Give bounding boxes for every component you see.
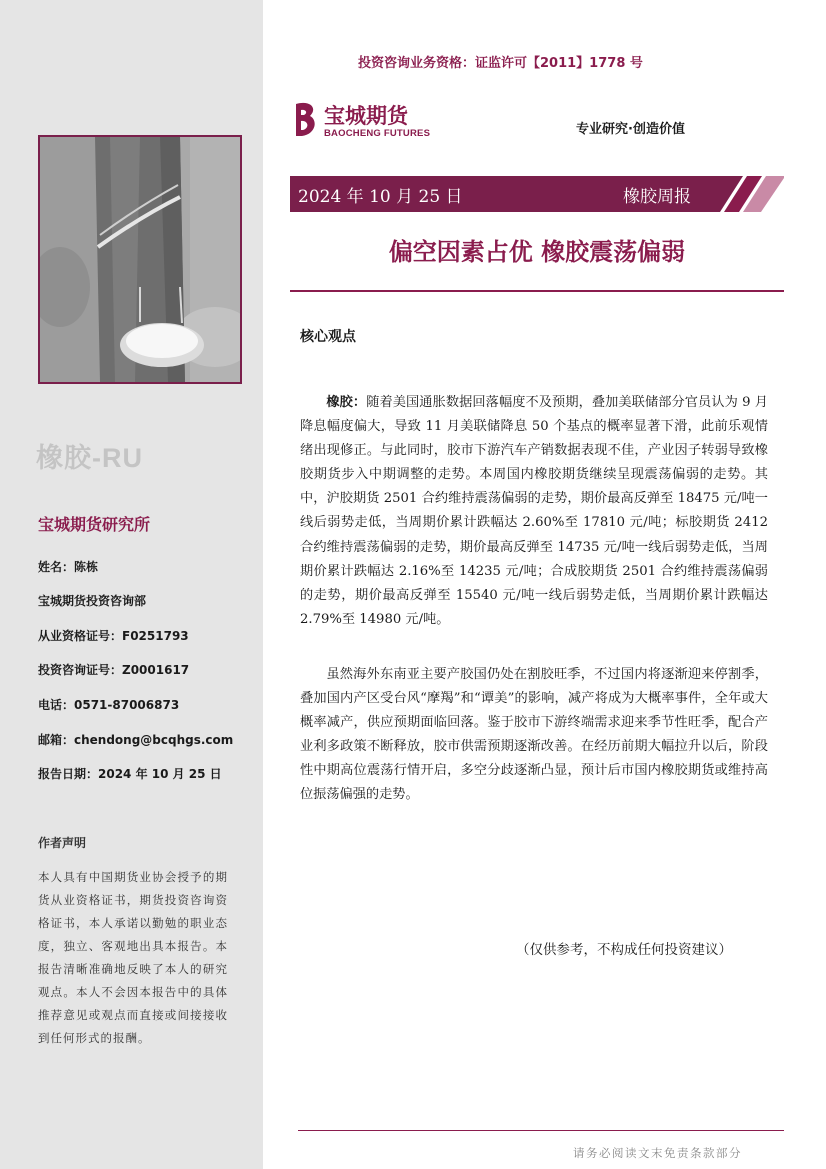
sidebar (0, 0, 263, 1169)
banner-report-type: 橡胶周报 (623, 187, 691, 207)
declaration-title: 作者声明 (38, 836, 87, 850)
declaration-text: 本人具有中国期货业协会授予的期货从业资格证书，期货投资咨询资格证书，本人承诺以勤勉的职业态度，独立、客观地出具本报告。本报告清晰准确地反映了本人的研究观点。本人不会因本报告中的具体推荐意见或观点而直接或间接接收到任何形式的报酬。 (38, 870, 228, 1045)
title-divider (290, 290, 784, 292)
report-date: 报告日期：2024 年 10 月 25 日 (38, 767, 222, 781)
consulting-number: 投资咨询证号：Z0001617 (38, 663, 190, 677)
license-statement: 投资咨询业务资格：证监许可【2011】1778 号 (358, 56, 643, 71)
qualification-number: 从业资格证号：F0251793 (38, 629, 189, 643)
page-title: 偏空因素占优 橡胶震荡偏弱 (388, 238, 686, 266)
department: 宝城期货投资咨询部 (38, 594, 147, 608)
company-logo (290, 100, 440, 144)
phone: 电话：0571-87006873 (38, 698, 180, 712)
email[interactable]: 邮箱：chendong@bcqhgs.com (38, 733, 234, 747)
institute-name: 宝城期货研究所 (38, 515, 151, 534)
banner-date: 2024 年 10 月 25 日 (298, 187, 463, 207)
footer-note: 请务必阅读文末免责条款部分 (573, 1146, 742, 1160)
product-code: 橡胶-RU (36, 443, 143, 473)
logo-chinese: 宝城期货 (324, 104, 408, 128)
slogan: 专业研究·创造价值 (576, 122, 685, 137)
logo-english: BAOCHENG FUTURES (324, 128, 431, 139)
rubber-tree-photo (38, 135, 242, 384)
section-title: 核心观点 (300, 329, 356, 345)
report-banner (290, 176, 784, 212)
footer-divider (298, 1130, 784, 1131)
disclaimer: （仅供参考，不构成任何投资建议） (516, 942, 732, 958)
analysis-paragraph-2 (300, 663, 768, 808)
author-name: 姓名：陈栋 (38, 560, 99, 574)
baocheng-logo-icon (290, 100, 320, 140)
analysis-paragraph-1 (300, 391, 768, 632)
paragraph-lead: 橡胶： (326, 395, 367, 410)
paragraph-2-text: 虽然海外东南亚主要产胶国仍处在割胶旺季，不过国内将逐渐迎来停割季，叠加国内产区受台风“摩羯”和“谭美”的影响，减产将成为大概率事件，全年或大概率减产，供应预期面临回落。鉴于胶市下游终端需求迎来季节性旺季，配合产业利多政策不断释放，胶市供需预期逐渐改善。在经历前期大幅拉升以后，阶段性中期高位震荡行情开启，多空分歧逐渐凸显，预计后市国内橡胶期货或维持高位振荡偏强的走势。 (300, 667, 768, 803)
paragraph-1-text: 随着美国通胀数据回落幅度不及预期，叠加美联储部分官员认为 9 月降息幅度偏大，导致 11 月美联储降息 50 个基点的概率显著下滑，此前乐观情绪出现修正。与此同时，胶市下游汽车产销数据表现不佳，产业因子转弱导致橡胶期货步入中期调整的走势。本周国内橡胶期货继续呈现震荡偏弱的走势。其中，沪胶期货 2501 合约维持震荡偏弱的走势，期价最高反弹至 18475 元/吨一线后弱势走低，当周期价累计跌幅达 2.60%至 17810 元/吨；标胶期货 2412 合约维持震荡偏弱的走势，期价最高反弹至 14735 元/吨一线后弱势走低，当周期价累计跌幅达 2.16%至 14235 元/吨；合成胶期货 2501 合约维持震荡偏弱的走势，期价最高反弹至 15540 元/吨一线后弱势走低，当周期价累计跌幅达 2.79%至 14980 元/吨。 (300, 395, 768, 627)
